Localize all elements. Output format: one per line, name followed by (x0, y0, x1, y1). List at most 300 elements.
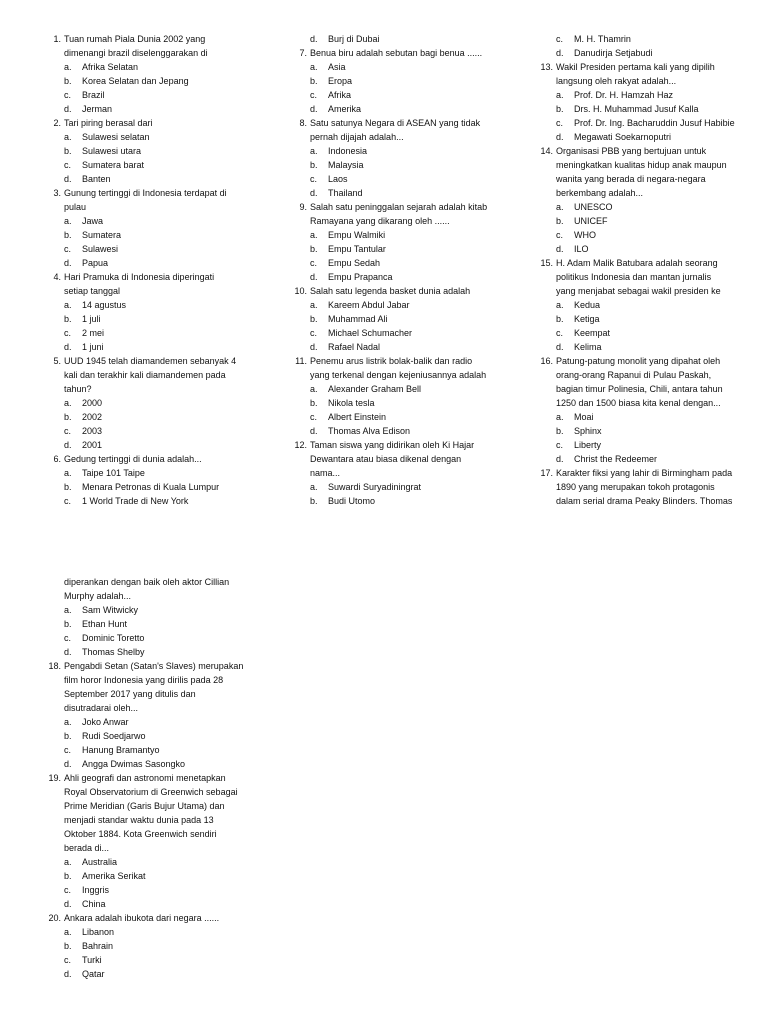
answer-option (64, 438, 270, 452)
option-letter: d. (64, 440, 72, 450)
option-letter: b. (310, 160, 318, 170)
option-letter: b. (310, 314, 318, 324)
question-line: Prime Meridian (Garis Bujur Utama) dan (64, 801, 225, 811)
option-text: Alexander Graham Bell (328, 384, 422, 394)
question-text (542, 60, 768, 88)
answer-option (64, 855, 270, 869)
answer-option (64, 158, 270, 172)
answer-option (64, 967, 270, 981)
question-line: setiap tanggal (64, 286, 121, 296)
option-letter: c. (64, 160, 72, 170)
option-letter: d. (64, 969, 72, 979)
answer-option (64, 340, 270, 354)
option-text: 1 juni (82, 342, 104, 352)
option-text: Korea Selatan dan Jepang (82, 76, 189, 86)
answer-option (310, 186, 526, 200)
question-line: kali dan terakhir kali diamandemen pada (64, 370, 226, 380)
option-text: Qatar (82, 969, 105, 979)
question-text (50, 270, 270, 298)
option-text: Thomas Shelby (82, 647, 145, 657)
question-line: Oktober 1884. Kota Greenwich sendiri (64, 829, 217, 839)
question-number: 5. (53, 356, 61, 366)
question-block (50, 452, 270, 508)
option-letter: c. (310, 328, 318, 338)
answer-option (64, 743, 270, 757)
option-text: Menara Petronas di Kuala Lumpur (82, 482, 220, 492)
option-text: 2 mei (82, 328, 105, 338)
option-text: Thomas Alva Edison (328, 426, 411, 436)
answer-option (310, 312, 526, 326)
option-letter: a. (64, 605, 72, 615)
question-line: pulau (64, 202, 87, 212)
option-text: Kareem Abdul Jabar (328, 300, 410, 310)
answer-option (310, 382, 526, 396)
answer-option (64, 172, 270, 186)
option-text: Thailand (328, 188, 363, 198)
option-letter: d. (556, 454, 564, 464)
answer-option (64, 60, 270, 74)
question-number: 15. (540, 258, 553, 268)
option-text: Kelima (574, 342, 602, 352)
option-letter: b. (64, 871, 72, 881)
question-block (542, 60, 768, 144)
option-text: Taipe 101 Taipe (82, 468, 145, 478)
option-text: Indonesia (328, 146, 368, 156)
question-text (296, 200, 526, 228)
option-text: Brazil (82, 90, 105, 100)
question-text (50, 575, 270, 603)
question-line: dimenangi brazil diselenggarakan di (64, 48, 208, 58)
option-letter: c. (64, 633, 72, 643)
option-letter: b. (556, 216, 564, 226)
option-text: Papua (82, 258, 109, 268)
option-letter: a. (556, 90, 564, 100)
option-letter: b. (556, 426, 564, 436)
option-text: Christ the Redeemer (574, 454, 658, 464)
option-letter: c. (556, 34, 564, 44)
question-line: Tari piring berasal dari (64, 118, 153, 128)
question-block (296, 284, 526, 354)
option-letter: d. (310, 104, 318, 114)
option-letter: b. (556, 314, 564, 324)
option-letter: c. (310, 90, 318, 100)
question-line: wanita yang berada di negara-negara (556, 174, 706, 184)
question-line: Hari Pramuka di Indonesia diperingati (64, 272, 215, 282)
option-letter: c. (64, 90, 72, 100)
option-letter: a. (64, 398, 72, 408)
question-number: 13. (540, 62, 553, 72)
option-letter: b. (64, 941, 72, 951)
question-text (50, 32, 270, 60)
option-text: Afrika (328, 90, 352, 100)
option-letter: d. (556, 132, 564, 142)
option-text: Muhammad Ali (328, 314, 388, 324)
question-number: 8. (299, 118, 307, 128)
option-letter: d. (556, 342, 564, 352)
option-letter: d. (64, 104, 72, 114)
option-letter: b. (64, 146, 72, 156)
question-text (50, 659, 270, 715)
option-text: Inggris (82, 885, 110, 895)
question-line: September 2017 yang ditulis dan (64, 689, 196, 699)
bottom-column (50, 575, 270, 981)
option-letter: d. (64, 174, 72, 184)
answer-option (64, 925, 270, 939)
option-text: Sumatera (82, 230, 122, 240)
option-text: Laos (328, 174, 348, 184)
question-block (50, 575, 270, 659)
option-text: M. H. Thamrin (574, 34, 631, 44)
question-text (50, 911, 270, 925)
option-text: Sulawesi selatan (82, 132, 150, 142)
question-block (50, 270, 270, 354)
question-line: Murphy adalah... (64, 591, 132, 601)
answer-option (310, 410, 526, 424)
answer-option (556, 116, 768, 130)
answer-option (64, 256, 270, 270)
question-text (50, 771, 270, 855)
option-text: Jerman (82, 104, 113, 114)
option-letter: d. (310, 342, 318, 352)
question-line: Ankara adalah ibukota dari negara ...... (64, 913, 220, 923)
option-text: Australia (82, 857, 118, 867)
question-line: pernah dijajah adalah... (310, 132, 404, 142)
option-letter: b. (64, 619, 72, 629)
answer-option (310, 326, 526, 340)
answer-option (556, 32, 768, 46)
answer-option (64, 603, 270, 617)
option-letter: b. (310, 76, 318, 86)
question-line: 1890 yang merupakan tokoh protagonis (556, 482, 715, 492)
option-letter: c. (310, 258, 318, 268)
option-text: Michael Schumacher (328, 328, 413, 338)
option-letter: a. (556, 412, 564, 422)
option-letter: a. (64, 132, 72, 142)
answer-option (64, 494, 270, 508)
option-letter: a. (64, 857, 72, 867)
answer-option (556, 312, 768, 326)
question-text (542, 354, 768, 410)
answer-option (556, 214, 768, 228)
option-text: Danudirja Setjabudi (574, 48, 653, 58)
question-text (50, 186, 270, 214)
question-line: disutradarai oleh... (64, 703, 139, 713)
question-line: Royal Observatorium di Greenwich sebagai (64, 787, 238, 797)
question-line: nama... (310, 468, 341, 478)
answer-option (64, 757, 270, 771)
answer-option (310, 424, 526, 438)
option-letter: b. (64, 482, 72, 492)
question-line: yang menjabat sebagai wakil presiden ke (556, 286, 721, 296)
question-block (50, 659, 270, 771)
question-line: Penemu arus listrik bolak-balik dan radio (310, 356, 473, 366)
option-text: Hanung Bramantyo (82, 745, 160, 755)
option-letter: c. (64, 244, 72, 254)
answer-option (64, 74, 270, 88)
question-number: 7. (299, 48, 307, 58)
column-2 (296, 32, 526, 508)
question-number: 14. (540, 146, 553, 156)
answer-option (310, 88, 526, 102)
option-letter: b. (310, 244, 318, 254)
question-text (296, 284, 526, 298)
answer-option (64, 88, 270, 102)
question-block (542, 466, 768, 508)
option-letter: c. (64, 955, 72, 965)
option-text: 2000 (82, 398, 103, 408)
question-text (296, 354, 526, 382)
question-line: film horor Indonesia yang dirilis pada 28 (64, 675, 224, 685)
option-letter: a. (556, 300, 564, 310)
option-text: Libanon (82, 927, 115, 937)
question-number: 17. (540, 468, 553, 478)
option-letter: b. (64, 230, 72, 240)
answer-option (64, 883, 270, 897)
answer-option (310, 228, 526, 242)
option-letter: a. (556, 202, 564, 212)
option-text: Albert Einstein (328, 412, 387, 422)
question-line: Satu satunya Negara di ASEAN yang tidak (310, 118, 481, 128)
question-block (542, 32, 768, 60)
option-letter: a. (64, 62, 72, 72)
option-text: Sumatera barat (82, 160, 145, 170)
option-letter: d. (310, 272, 318, 282)
question-text (542, 256, 768, 298)
option-text: WHO (574, 230, 596, 240)
option-letter: c. (64, 426, 72, 436)
option-text: Budi Utomo (328, 496, 376, 506)
option-text: Nikola tesla (328, 398, 375, 408)
option-text: Empu Sedah (328, 258, 381, 268)
answer-option (310, 144, 526, 158)
question-block (296, 116, 526, 200)
option-text: Jawa (82, 216, 104, 226)
question-text (50, 354, 270, 396)
answer-option (556, 410, 768, 424)
option-letter: b. (310, 496, 318, 506)
option-letter: c. (64, 745, 72, 755)
answer-option (310, 340, 526, 354)
option-letter: d. (64, 258, 72, 268)
question-line: UUD 1945 telah diamandemen sebanyak 4 (64, 356, 237, 366)
option-text: Kedua (574, 300, 601, 310)
answer-option (64, 410, 270, 424)
answer-option (64, 102, 270, 116)
option-letter: d. (556, 244, 564, 254)
option-letter: b. (64, 412, 72, 422)
answer-option (64, 228, 270, 242)
answer-option (310, 270, 526, 284)
question-line: Gunung tertinggi di Indonesia terdapat di (64, 188, 227, 198)
answer-option (310, 242, 526, 256)
option-text: Rudi Soedjarwo (82, 731, 146, 741)
option-letter: c. (64, 328, 72, 338)
option-letter: c. (310, 412, 318, 422)
question-block (296, 46, 526, 116)
answer-option (556, 46, 768, 60)
answer-option (64, 897, 270, 911)
question-line: Dewantara atau biasa dikenal dengan (310, 454, 462, 464)
answer-option (310, 32, 526, 46)
answer-option (310, 494, 526, 508)
answer-option (64, 312, 270, 326)
option-letter: d. (556, 48, 564, 58)
answer-option (64, 631, 270, 645)
answer-option (556, 88, 768, 102)
question-line: bagian timur Polinesia, Chili, antara tahun (556, 384, 723, 394)
option-letter: d. (310, 426, 318, 436)
question-number: 6. (53, 454, 61, 464)
option-text: Amerika (328, 104, 362, 114)
answer-option (556, 298, 768, 312)
question-text (50, 116, 270, 130)
option-letter: a. (64, 717, 72, 727)
question-number: 10. (294, 286, 307, 296)
question-block (296, 438, 526, 508)
option-text: Sulawesi (82, 244, 119, 254)
answer-option (64, 130, 270, 144)
option-text: Angga Dwimas Sasongko (82, 759, 186, 769)
answer-option (556, 242, 768, 256)
question-line: diperankan dengan baik oleh aktor Cillian (64, 577, 230, 587)
option-text: UNESCO (574, 202, 613, 212)
question-text (542, 466, 768, 508)
option-text: 2001 (82, 440, 103, 450)
option-text: Afrika Selatan (82, 62, 139, 72)
option-text: ILO (574, 244, 589, 254)
option-text: Megawati Soekarnoputri (574, 132, 672, 142)
answer-option (64, 939, 270, 953)
option-text: Liberty (574, 440, 602, 450)
answer-option (556, 340, 768, 354)
question-number: 20. (48, 913, 61, 923)
question-number: 2. (53, 118, 61, 128)
answer-option (310, 396, 526, 410)
option-text: 2003 (82, 426, 103, 436)
option-letter: c. (64, 885, 72, 895)
question-line: Patung-patung monolit yang dipahat oleh (556, 356, 721, 366)
option-letter: a. (310, 384, 318, 394)
option-letter: d. (64, 759, 72, 769)
option-letter: b. (556, 104, 564, 114)
answer-option (64, 424, 270, 438)
option-text: Empu Walmiki (328, 230, 386, 240)
answer-option (556, 102, 768, 116)
answer-option (556, 326, 768, 340)
option-text: Bahrain (82, 941, 114, 951)
answer-option (64, 480, 270, 494)
answer-option (310, 298, 526, 312)
question-line: Organisasi PBB yang bertujuan untuk (556, 146, 707, 156)
answer-option (310, 102, 526, 116)
option-letter: b. (64, 76, 72, 86)
option-text: Banten (82, 174, 111, 184)
answer-option (310, 172, 526, 186)
question-block (542, 354, 768, 466)
question-number: 16. (540, 356, 553, 366)
answer-option (556, 438, 768, 452)
answer-option (64, 953, 270, 967)
option-letter: d. (64, 647, 72, 657)
question-line: tahun? (64, 384, 92, 394)
question-block (296, 32, 526, 46)
question-line: menjadi standar waktu dunia pada 13 (64, 815, 214, 825)
question-text (296, 438, 526, 480)
answer-option (556, 200, 768, 214)
option-letter: d. (310, 188, 318, 198)
column-3 (542, 32, 768, 508)
answer-option (64, 729, 270, 743)
column-1 (50, 32, 270, 508)
question-text (296, 116, 526, 144)
option-letter: a. (310, 482, 318, 492)
option-letter: b. (310, 398, 318, 408)
question-line: meningkatkan kualitas hidup anak maupun (556, 160, 727, 170)
option-text: Ketiga (574, 314, 600, 324)
option-text: Suwardi Suryadiningrat (328, 482, 422, 492)
question-line: langsung oleh rakyat adalah... (556, 76, 677, 86)
question-text (542, 144, 768, 200)
option-text: Sphinx (574, 426, 602, 436)
answer-option (64, 869, 270, 883)
question-block (50, 354, 270, 452)
option-text: Sulawesi utara (82, 146, 142, 156)
option-text: Eropa (328, 76, 353, 86)
question-block (542, 256, 768, 354)
option-text: 1 World Trade di New York (82, 496, 189, 506)
answer-option (64, 242, 270, 256)
option-text: Malaysia (328, 160, 364, 170)
option-letter: d. (64, 342, 72, 352)
answer-option (310, 74, 526, 88)
answer-option (64, 214, 270, 228)
option-text: UNICEF (574, 216, 608, 226)
question-line: Karakter fiksi yang lahir di Birmingham pada (556, 468, 733, 478)
question-line: Gedung tertinggi di dunia adalah... (64, 454, 202, 464)
option-text: Drs. H. Muhammad Jusuf Kalla (574, 104, 699, 114)
option-text: Amerika Serikat (82, 871, 146, 881)
option-text: Asia (328, 62, 346, 72)
answer-option (310, 480, 526, 494)
option-letter: c. (556, 328, 564, 338)
answer-option (64, 298, 270, 312)
question-line: Ramayana yang dikarang oleh ...... (310, 216, 450, 226)
question-line: dalam serial drama Peaky Blinders. Thomas (556, 496, 733, 506)
option-text: Rafael Nadal (328, 342, 381, 352)
option-letter: b. (64, 731, 72, 741)
question-block (50, 911, 270, 981)
option-text: 2002 (82, 412, 103, 422)
answer-option (556, 130, 768, 144)
answer-option (64, 396, 270, 410)
question-block (50, 186, 270, 270)
question-line: Wakil Presiden pertama kali yang dipilih (556, 62, 715, 72)
answer-option (310, 158, 526, 172)
option-text: Joko Anwar (82, 717, 129, 727)
option-letter: a. (64, 300, 72, 310)
option-text: Dominic Toretto (82, 633, 145, 643)
option-letter: d. (64, 899, 72, 909)
question-line: politikus Indonesia dan mantan jurnalis (556, 272, 712, 282)
question-line: berkembang adalah... (556, 188, 644, 198)
option-text: Empu Prapanca (328, 272, 393, 282)
question-block (542, 144, 768, 256)
option-letter: a. (64, 216, 72, 226)
question-line: Salah satu peninggalan sejarah adalah kitab (310, 202, 488, 212)
option-letter: c. (64, 496, 72, 506)
question-number: 4. (53, 272, 61, 282)
option-text: Burj di Dubai (328, 34, 380, 44)
